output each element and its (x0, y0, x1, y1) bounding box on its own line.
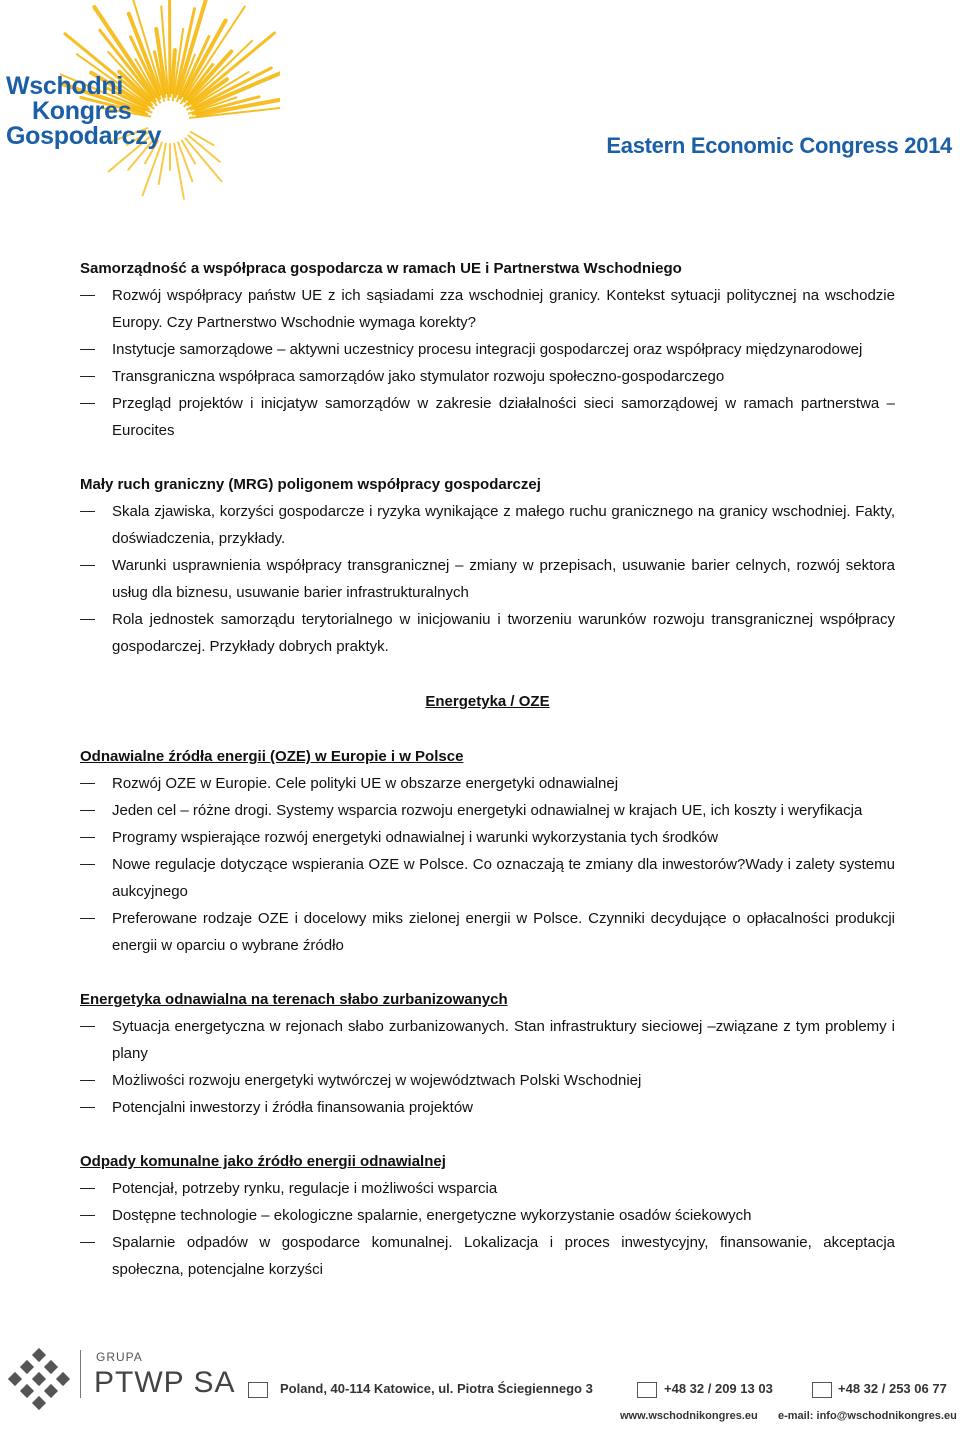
section-waste (80, 1148, 895, 1283)
section-title: Odnawialne źródła energii (OZE) w Europie i w Polsce (80, 748, 464, 765)
bullet-list (80, 770, 895, 959)
congress-title: Eastern Economic Congress 2014 (606, 133, 952, 158)
list-item: Instytucje samorządowe – aktywni uczestnicy procesu integracji gospodarczej oraz współpracy międzynarodowej (80, 336, 895, 363)
list-item: Rozwój współpracy państw UE z ich sąsiadami zza wschodniej granicy. Kontekst sytuacji politycznej na wschodzie Europy. Czy Partnerstwo Wschodnie wymaga korekty? (80, 282, 895, 336)
bullet-list (80, 1013, 895, 1121)
list-item: Dostępne technologie – ekologiczne spalarnie, energetyczne wykorzystanie osadów ściekowych (80, 1202, 895, 1229)
section-title: Mały ruch graniczny (MRG) poligonem współpracy gospodarczej (80, 476, 541, 493)
document-body (80, 255, 895, 1283)
section-samorzadnosc (80, 255, 895, 444)
logo-line-1: Wschodni (6, 72, 124, 100)
company-address: Poland, 40-114 Katowice, ul. Piotra Ściegiennego 3 (280, 1381, 593, 1396)
footer-divider (80, 1350, 81, 1398)
list-item: Nowe regulacje dotyczące wspierania OZE w Polsce. Co oznaczają te zmiany dla inwestorów?Wady i zalety systemu aukcyjnego (80, 851, 895, 905)
fax-number: +48 32 / 253 06 77 (838, 1381, 947, 1396)
logo-line-2: Kongres (32, 97, 132, 125)
list-item: Rozwój OZE w Europie. Cele polityki UE w obszarze energetyki odnawialnej (80, 770, 895, 797)
list-item: Programy wspierające rozwój energetyki odnawialnej i warunki wykorzystania tych środków (80, 824, 895, 851)
website-link[interactable]: www.wschodnikongres.eu (620, 1410, 758, 1422)
section-title: Odpady komunalne jako źródło energii odnawialnej (80, 1153, 446, 1170)
list-item: Sytuacja energetyczna w rejonach słabo zurbanizowanych. Stan infrastruktury sieciowej –związane z tym problemy i plany (80, 1013, 895, 1067)
address-icon (248, 1382, 268, 1398)
bullet-list (80, 282, 895, 444)
list-item: Jeden cel – różne drogi. Systemy wsparcia rozwoju energetyki odnawialnej w krajach UE, ich koszty i weryfikacja (80, 797, 895, 824)
congress-logo (6, 74, 161, 149)
group-label: GRUPA (96, 1350, 143, 1364)
list-item: Rola jednostek samorządu terytorialnego w inicjowaniu i tworzeniu warunków rozwoju transgranicznej współpracy gospodarczej. Przykłady dobrych praktyk. (80, 606, 895, 660)
list-item: Możliwości rozwoju energetyki wytwórczej w województwach Polski Wschodniej (80, 1067, 895, 1094)
list-item: Skala zjawiska, korzyści gospodarcze i ryzyka wynikające z małego ruchu granicznego na granicy wschodniej. Fakty, doświadczenia, przykłady. (80, 498, 895, 552)
list-item: Spalarnie odpadów w gospodarce komunalnej. Lokalizacja i proces inwestycyjny, finansowanie, akceptacja społeczna, potencjalne korzyści (80, 1229, 895, 1283)
email-link[interactable]: e-mail: info@wschodnikongres.eu (778, 1410, 957, 1422)
company-name: PTWP SA (94, 1366, 236, 1399)
section-title: Samorządność a współpraca gospodarcza w ramach UE i Partnerstwa Wschodniego (80, 260, 682, 277)
bullet-list (80, 1175, 895, 1283)
section-oze-europe (80, 743, 895, 959)
logo-line-3: Gospodarczy (6, 122, 162, 150)
fax-icon (812, 1382, 832, 1398)
phone-number: +48 32 / 209 13 03 (664, 1381, 773, 1396)
section-mrg (80, 471, 895, 660)
list-item: Przegląd projektów i inicjatyw samorządów w zakresie działalności sieci samorządowej w ramach partnerstwa – Eurocites (80, 390, 895, 444)
phone-icon (637, 1382, 657, 1398)
page-header (0, 0, 960, 225)
list-item: Transgraniczna współpraca samorządów jako stymulator rozwoju społeczno-gospodarczego (80, 363, 895, 390)
page-footer (0, 1340, 960, 1429)
section-oze-rural (80, 986, 895, 1121)
list-item: Potencjalni inwestorzy i źródła finansowania projektów (80, 1094, 895, 1121)
section-title: Energetyka odnawialna na terenach słabo zurbanizowanych (80, 991, 508, 1008)
energy-heading: Energetyka / OZE (425, 693, 550, 710)
list-item: Warunki usprawnienia współpracy transgranicznej – zmiany w przepisach, usuwanie barier celnych, rozwój sektora usług dla biznesu, usuwanie barier infrastrukturalnych (80, 552, 895, 606)
ptwp-logo-icon (8, 1348, 72, 1412)
bullet-list (80, 498, 895, 660)
list-item: Preferowane rodzaje OZE i docelowy miks zielonej energii w Polsce. Czynniki decydujące o opłacalności produkcji energii w oparciu o wybrane źródło (80, 905, 895, 959)
list-item: Potencjał, potrzeby rynku, regulacje i możliwości wsparcia (80, 1175, 895, 1202)
